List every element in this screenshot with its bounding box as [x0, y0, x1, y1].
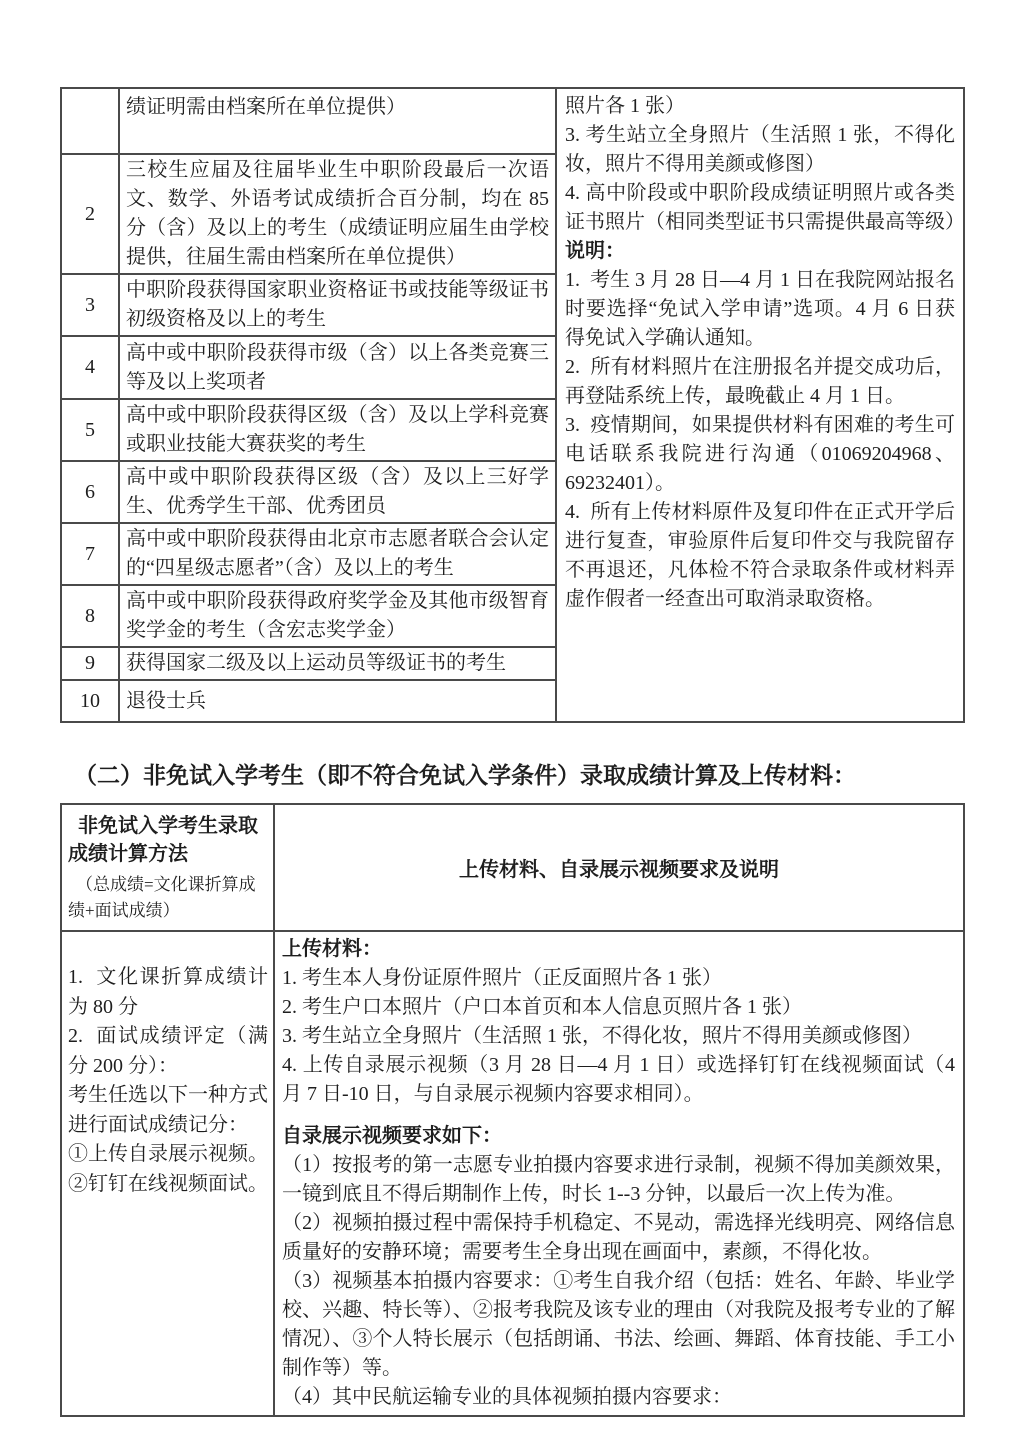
upload-requirements-title: 上传材料、自录展示视频要求及说明 — [459, 859, 779, 881]
row-number: 8 — [62, 586, 120, 648]
criteria-text: 中职阶段获得国家职业资格证书或技能等级证书初级资格及以上的考生 — [126, 279, 549, 330]
exemption-criteria-table — [60, 87, 965, 723]
score-formula: （总成绩=文化课折算成绩+面试成绩） — [68, 874, 256, 920]
row-criteria — [120, 524, 557, 586]
criteria-text: 高中或中职阶段获得市级（含）以上各类竞赛三等及以上奖项者 — [126, 341, 549, 393]
video-requirements-title: 自录展示视频要求如下： — [282, 1125, 502, 1147]
notes-title: 说明： — [565, 240, 625, 262]
materials-line: 照片各 1 张） — [565, 95, 685, 117]
criteria-text: 高中或中职阶段获得区级（含）及以上学科竞赛或职业技能大赛获奖的考生 — [126, 404, 549, 455]
row-criteria — [120, 400, 557, 462]
criteria-text: 获得国家二级及以上运动员等级证书的考生 — [126, 652, 506, 674]
score-method-header-cell — [62, 805, 275, 932]
score-method-title: 非免试入学考生录取成绩计算方法 — [68, 814, 258, 865]
upload-item: 1. 考生本人身份证原件照片（正反面照片各 1 张） — [282, 967, 722, 989]
note-item: 1. 考生 3 月 28 日—4 月 1 日在我院网站报名时要选择“免试入学申请”选项。4 月 6 日获得免试入学确认通知。 — [565, 269, 955, 349]
criteria-text: 三校生应届及往届毕业生中职阶段最后一次语文、数学、外语考试成绩折合百分制，均在 85 分（含）及以上的考生（成绩证明应届生由学校提供，往届生需由档案所在单位提供） — [126, 159, 549, 268]
row-number: 5 — [62, 400, 120, 462]
row-criteria — [120, 89, 557, 155]
row-criteria — [120, 681, 557, 721]
row-number: 2 — [62, 155, 120, 275]
row-criteria — [120, 462, 557, 524]
upload-item: 2. 考生户口本照片（户口本首页和本人信息页照片各 1 张） — [282, 996, 802, 1018]
upload-requirements-header-cell — [275, 805, 963, 932]
section-heading: （二）非免试入学考生（即不符合免试入学条件）录取成绩计算及上传材料： — [74, 763, 856, 788]
score-method-line: 2. 面试成绩评定（满分 200 分）： — [68, 1025, 268, 1077]
video-requirement-item: （1）按报考的第一志愿专业拍摄内容要求进行录制，视频不得加美颜效果，一镜到底且不得后期制作上传，时长 1--3 分钟，以最后一次上传为准。 — [282, 1154, 955, 1205]
materials-line: 3. 考生站立全身照片（生活照 1 张，不得化妆，照片不得用美颜或修图） — [565, 124, 955, 175]
note-item: 3. 疫情期间，如果提供材料有困难的考生可电话联系我院进行沟通（01069204968、69232401）。 — [565, 414, 955, 494]
row-number: 3 — [62, 275, 120, 337]
score-method-line: 考生任选以下一种方式进行面试成绩记分： — [68, 1084, 268, 1136]
note-item: 4. 所有上传材料原件及复印件在正式开学后进行复查，审验原件后复印件交与我院留存不再退还，凡体检不符合录取条件或材料弄虚作假者一经查出可取消录取资格。 — [565, 501, 955, 610]
upload-item: 3. 考生站立全身照片（生活照 1 张，不得化妆，照片不得用美颜或修图） — [282, 1025, 922, 1047]
score-method-line: 1. 文化课折算成绩计为 80 分 — [68, 966, 268, 1018]
note-item: 2. 所有材料照片在注册报名并提交成功后，再登陆系统上传，最晚截止 4 月 1 日。 — [565, 356, 955, 407]
row-criteria — [120, 337, 557, 400]
criteria-text: 高中或中职阶段获得由北京市志愿者联合会认定的“四星级志愿者”（含）及以上的考生 — [126, 528, 549, 579]
row-number — [62, 89, 120, 155]
row-number: 7 — [62, 524, 120, 586]
upload-video-requirements-cell — [275, 932, 963, 1415]
criteria-text: 绩证明需由档案所在单位提供） — [126, 96, 406, 118]
upload-item: 4. 上传自录展示视频（3 月 28 日—4 月 1 日）或选择钉钉在线视频面试（4 月 7 日-10 日，与自录展示视频内容要求相同）。 — [282, 1054, 955, 1105]
non-exemption-table — [60, 803, 965, 1417]
score-method-line: ①上传自录展示视频。 — [68, 1143, 268, 1165]
upload-title: 上传材料： — [282, 938, 382, 960]
criteria-text: 退役士兵 — [126, 689, 206, 712]
materials-line: 4. 高中阶段或中职阶段成绩证明照片或各类证书照片（相同类型证书只需提供最高等级） — [565, 182, 965, 233]
row-number: 4 — [62, 337, 120, 400]
video-requirement-item: （2）视频拍摄过程中需保持手机稳定、不晃动，需选择光线明亮、网络信息质量好的安静环境；需要考生全身出现在画面中，素颜，不得化妆。 — [282, 1212, 955, 1263]
video-requirement-item: （4）其中民航运输专业的具体视频拍摄内容要求： — [282, 1386, 732, 1408]
score-method-line: ②钉钉在线视频面试。 — [68, 1172, 268, 1195]
row-number: 9 — [62, 648, 120, 681]
row-criteria — [120, 275, 557, 337]
row-criteria — [120, 155, 557, 275]
row-number: 6 — [62, 462, 120, 524]
video-requirement-item: （3）视频基本拍摄内容要求：①考生自我介绍（包括：姓名、年龄、毕业学校、兴趣、特长等）、②报考我院及该专业的理由（对我院及报考专业的了解情况）、③个人特长展示（包括朗诵、书法、绘画、舞蹈、体育技能、手工小制作等）等。 — [282, 1270, 955, 1379]
criteria-text: 高中或中职阶段获得政府奖学金及其他市级智育奖学金的考生（含宏志奖学金） — [126, 590, 549, 641]
row-criteria — [120, 648, 557, 681]
upload-materials-notes-cell — [557, 89, 963, 721]
row-criteria — [120, 586, 557, 648]
row-number: 10 — [62, 681, 120, 721]
score-method-cell — [62, 932, 275, 1415]
criteria-text: 高中或中职阶段获得区级（含）及以上三好学生、优秀学生干部、优秀团员 — [126, 466, 549, 517]
